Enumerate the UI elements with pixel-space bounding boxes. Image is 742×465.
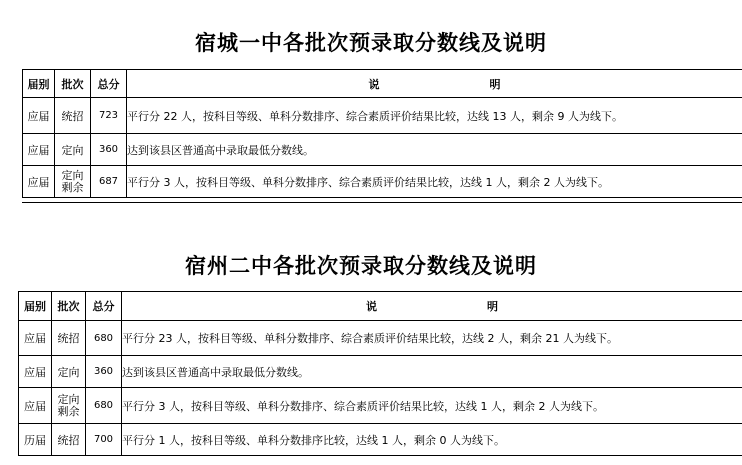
header-grade: 届别 — [23, 70, 55, 98]
table-row — [19, 356, 742, 388]
cell-batch: 统招 — [52, 424, 86, 456]
cell-score: 687 — [91, 166, 127, 198]
cell-score: 723 — [91, 98, 127, 134]
header-batch: 批次 — [55, 70, 91, 98]
title-school-2: 宿州二中各批次预录取分数线及说明 — [185, 253, 537, 278]
cell-score: 360 — [91, 134, 127, 166]
cell-description: 平行分 1 人，按科目等级、单科分数排序比较，达线 1 人，剩余 0 人为线下。 — [122, 424, 742, 456]
title-school-1: 宿城一中各批次预录取分数线及说明 — [195, 30, 547, 55]
cell-description: 平行分 22 人，按科目等级、单科分数排序、综合素质评价结果比较，达线 13 人，剩余 9 人为线下。 — [127, 98, 742, 134]
cell-batch: 统招 — [55, 98, 91, 134]
cell-grade: 应届 — [19, 388, 52, 424]
cell-batch-line-2: 剩余 — [57, 404, 80, 418]
table-row — [23, 98, 742, 134]
header-desc-char-2: 明 — [489, 77, 501, 91]
header-grade: 届别 — [19, 292, 52, 321]
header-description — [122, 292, 742, 321]
header-score: 总分 — [91, 70, 127, 98]
header-score: 总分 — [86, 292, 122, 321]
table-school-2 — [18, 291, 742, 456]
cell-score: 360 — [86, 356, 122, 388]
cell-description: 达到该县区普通高中录取最低分数线。 — [127, 134, 742, 166]
header-desc-char-2: 明 — [487, 300, 498, 313]
cell-score: 680 — [86, 388, 122, 424]
cell-batch-line-1: 定向 — [57, 392, 80, 406]
header-batch: 批次 — [52, 292, 86, 321]
cell-batch-line-2: 剩余 — [61, 180, 84, 194]
cell-description: 平行分 23 人，按科目等级、单科分数排序、综合素质评价结果比较，达线 2 人，剩余 21 人为线下。 — [122, 321, 742, 356]
cell-grade: 应届 — [19, 356, 52, 388]
cell-batch — [52, 388, 86, 424]
cell-description: 平行分 3 人，按科目等级、单科分数排序、综合素质评价结果比较，达线 1 人，剩余 2 人为线下。 — [122, 388, 742, 424]
cell-description: 平行分 3 人，按科目等级、单科分数排序、综合素质评价结果比较，达线 1 人，剩余 2 人为线下。 — [127, 166, 742, 198]
cell-batch: 定向 — [52, 356, 86, 388]
table-header-row — [23, 70, 742, 98]
table-row — [19, 424, 742, 456]
cell-batch: 统招 — [52, 321, 86, 356]
cell-grade: 应届 — [23, 98, 55, 134]
header-desc-char-1: 说 — [366, 300, 377, 313]
header-description — [127, 70, 742, 98]
table-cut-edge — [22, 202, 742, 203]
table-row — [19, 321, 742, 356]
cell-grade: 历届 — [19, 424, 52, 456]
cell-batch — [55, 166, 91, 198]
header-desc-char-1: 说 — [368, 77, 380, 91]
cell-batch-line-1: 定向 — [61, 168, 84, 182]
cell-score: 700 — [86, 424, 122, 456]
table-school-1 — [22, 69, 742, 198]
table-row — [23, 134, 742, 166]
cell-score: 680 — [86, 321, 122, 356]
cell-description: 达到该县区普通高中录取最低分数线。 — [122, 356, 742, 388]
table-row — [19, 388, 742, 424]
cell-grade: 应届 — [23, 166, 55, 198]
table-header-row — [19, 292, 742, 321]
cell-batch: 定向 — [55, 134, 91, 166]
cell-grade: 应届 — [23, 134, 55, 166]
table-row — [23, 166, 742, 198]
cell-grade: 应届 — [19, 321, 52, 356]
